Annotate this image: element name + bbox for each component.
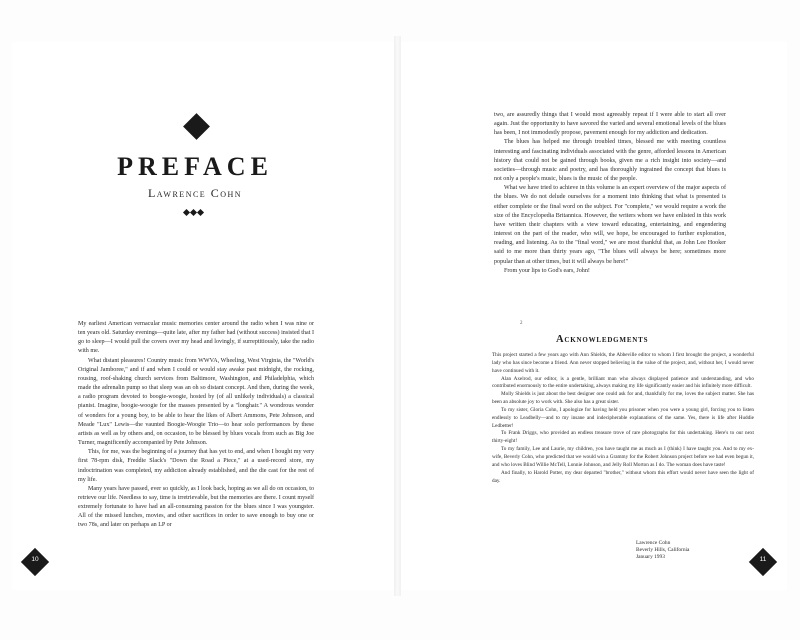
preface-body: [78, 320, 314, 531]
ack-paragraph: To my family, Lee and Laurie, my children, you have taught me as much as I (think) I have taught you. And to my ex-wife, Beverly Cohn, who predicted that we would win a Grammy for the Robert Johnson project before we had even begun it, and who loves Blind Willie McTell, Lonnie Johnson, and Jelly Roll Morton as I do. The woman does have taste!: [492, 446, 754, 468]
ack-paragraph: And finally, to Harold Potter, my dear departed "brother," without whom this effort would never have seen the light of day.: [492, 469, 754, 484]
signature-date: January 1993: [636, 554, 665, 561]
ack-paragraph: Molly Shields is just about the best designer one could ask for and, thankfully for me, loves the subject matter. She has been an absolute joy to work with. She also has a great sister.: [492, 391, 754, 406]
page-number-text: 10: [31, 556, 39, 563]
acknowledgments-body: [492, 352, 754, 485]
preface-paragraph: What distant pleasures! Country music from WWVA, Wheeling, West Virginia, the "World's Original Jamboree," and if and when I could or would stay awake past midnight, the rocking, rousing, roof-shaking church services from Baltimore, Washington, and Philadelphia, which made the adrenalin pump so that sleep was an oh so distant concept. And then, during the week, a radio program devoted to boogie-woogie, hosted by (of all unlikely individuals) a classical pianist. Imagine, boogie-woogie for the masses presented by a "longhair." A wondrous wonder of wonders for a young boy, to be able to hear the likes of Albert Ammons, Pete Johnson, and Meade "Lux" Lewis—the vaunted Boogie-Woogie Trio—to hear solo performances by these artists as well as by others and, on occasion, to be blessed by blues vocals from such as Big Joe Turner, magnificently accompanied by Pete Johnson.: [78, 357, 314, 447]
preface-paragraph: From your lips to God's ears, John!: [504, 267, 590, 274]
ack-paragraph: This project started a few years ago with Ann Shields, the Abbeville editor to whom I first brought the project, a wonderful lady who has since become a friend. Ann never stopped believing in the value of the project, and, without her, I would never have continued with it.: [492, 352, 754, 374]
book-gutter: [394, 36, 401, 596]
preface-paragraph: The blues has helped me through troubled times, blessed me with meeting countless interesting and fascinating individuals associated with the genre, afforded lessons in American history that could not be gained through books, given me a rich insight into society—and societies—through music and poetry, and has thoroughly ingrained the concept that blues is not only a people's music, blues is the music of the people.: [494, 139, 726, 183]
preface-paragraph: My earliest American vernacular music memories center around the radio when I was nine or ten years old. Saturday evenings—quite late, after my father had (without success) insisted that I go to sleep—I would pull the covers over my head and lovingly, if surreptitiously, take the radio with me.: [78, 321, 314, 355]
ack-paragraph: To Frank Driggs, who provided an endless treasure trove of rare photographs for this undertaking. Here's to our next thirty-eight!: [492, 430, 754, 445]
ack-paragraph: Alan Axelrod, our editor, is a gentle, brilliant man who always displayed patience and understanding, and who contributed enormously to the entire undertaking, always making my life significantly easier and his infinitely more difficult.: [492, 375, 754, 390]
signature-name: Lawrence Cohn: [636, 540, 671, 546]
preface-paragraph: This, for me, was the beginning of a journey that has yet to end, and when I bought my very first 78-rpm disk, Freddie Slack's "Down the Road a Piece," at a used-record store, my indoctrination was completed, my addiction already established, and the die cast for the rest of my life.: [78, 449, 314, 483]
page-number-right: [749, 548, 777, 576]
signature-place: Beverly Hills, California: [636, 547, 690, 554]
signature-block: [636, 540, 689, 562]
preface-paragraph: What we have tried to achieve in this volume is an expert overview of the major aspects of the blues. We do not delude ourselves for a moment into thinking that what is presented is either complete or the final word on the subject. For "complete," we would require a work the size of the Encyclopedia Britannica. However, the writers whom we have enlisted in this work have written their chapters with a view toward educating, entertaining, and engendering interest on the part of the reader, who will, we hope, be encouraged to further exploration, reading, and listening. As to the "final word," we are most thankful that, as John Lee Hooker said to me more than thirty years ago, "The blues will always be here; sometimes more popular than at other times, but it will always be here!": [494, 185, 726, 265]
footnote-mark: 2: [520, 321, 523, 326]
preface-paragraph: two, are assuredly things that I would most agreeably repeat if I were able to start all over again. Just the opportunity to have savored the varied and several emotional levels of the blues has been, I not immodestly propose, pavement enough for my addiction and dedication.: [494, 112, 726, 137]
preface-continued: [494, 111, 726, 276]
preface-paragraph: Many years have passed, ever so quickly, as I look back, hoping as we all do on occasion, to retrieve our life. Needless to say, time is irretrievable, but the memories are there. I count myself extremely fortunate to have had an all-consuming passion for the blues since I was youngster. All of the missed lunches, movies, and other sacrifices in order to save enough to buy one or two 78s, and later on perhaps an LP or: [78, 485, 314, 529]
ack-paragraph: To my sister, Gloria Cohn, I apologize for having held you prisoner when you were a young girl, forcing you to listen endlessly to Leadbelly—and to my insane and indecipherable explanations of the same. Yes, there is life after Huddie Ledbetter!: [492, 406, 754, 429]
acknowledgments-title: Acknowledgments: [556, 334, 649, 345]
dot-divider-icon: [184, 210, 203, 215]
author-name: Lawrence Cohn: [147, 186, 243, 200]
page-number-left: [21, 548, 49, 576]
page-number-text: 11: [759, 556, 767, 563]
preface-title: PREFACE: [117, 152, 273, 181]
